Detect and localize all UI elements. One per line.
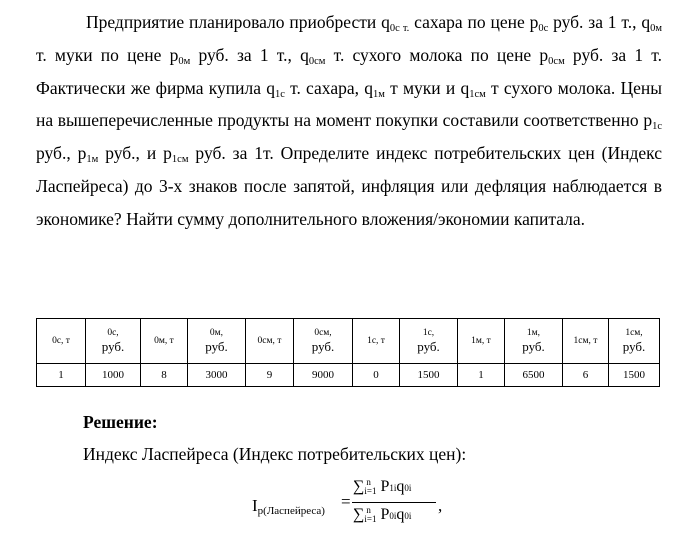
laspeyres-formula [252,474,472,534]
problem-text-segment: т. сухого молока по цене p [325,44,549,65]
table-header-cell: 1см, т [563,319,609,364]
problem-text-segment: т. муки по цене p [36,44,179,65]
formula-equals: = [341,492,351,511]
problem-subscript: 1с [274,88,285,100]
problem-text-segment: руб. за 1 т., q [190,44,309,65]
fraction-bar [352,502,436,503]
problem-paragraph [36,6,662,236]
problem-subscript: 0м [650,23,662,34]
table-cell: 9000 [294,364,353,387]
problem-subscript: 1см [171,154,189,166]
table-header-cell: 0с, руб. [86,319,141,364]
solution-title: Решение: [83,412,158,432]
problem-subscript: 0с [538,23,549,34]
table-header-cell: 0м, руб. [188,319,246,364]
table-cell: 1 [37,364,86,387]
table-header-cell: 0см, руб. [294,319,353,364]
problem-subscript: 1см [469,88,486,100]
problem-subscript: 0см [308,55,326,67]
solution-text: Индекс Ласпейреса (Индекс потребительских цен): [83,444,467,464]
table-cell: 3000 [188,364,246,387]
data-table [36,318,660,387]
table-header-cell: 1см, руб. [609,319,660,364]
problem-text-segment: руб. за 1 т., q [548,12,651,32]
formula-comma: , [438,496,443,515]
table-cell: 0 [353,364,400,387]
problem-text-segment: руб., и p [98,143,172,164]
table-cell: 1500 [400,364,458,387]
table-header-cell: 0м, т [141,319,188,364]
table-header-cell: 1с, т [353,319,400,364]
problem-subscript: 1м [86,154,99,166]
problem-text-segment: руб. за 1т. Определите индекс потребительских цен (Индекс Ласпейреса) до 3-х знаков после запятой, инфляция или дефляция наблюдается в экономике? Найти сумму дополнительного вложения/экономии капитала. [36,143,663,229]
problem-subscript: 0с т. [389,23,410,34]
table-cell: 1 [458,364,505,387]
table-cell: 6 [563,364,609,387]
problem-subscript: 1с [652,121,662,133]
table-cell: 9 [246,364,294,387]
problem-text-segment: т. сахара, q [284,77,373,98]
formula-numerator: ∑ n i=1 P1iq0i [353,477,412,496]
table-header-cell: 0см, т [246,319,294,364]
table-header-cell: 0с, т [37,319,86,364]
problem-text-segment: руб. за 1 т. Фактически же фирма купила q [36,44,662,98]
problem-subscript: 0см [548,55,565,67]
table-header-row [37,319,660,364]
problem-text-segment: т муки и q [384,77,470,98]
problem-text-segment: руб., p [36,143,87,164]
table-header-cell: 1м, т [458,319,505,364]
problem-text-segment: т сухого молока. Цены на вышеперечисленные продукты на момент покупки составили соответственно p [36,77,662,131]
problem-subscript: 1м [372,88,385,100]
formula-lhs: $I_{p(Ласпейреса)}$ [252,496,325,517]
problem-text-segment: сахара по цене p [409,12,539,32]
table-cell: 1500 [609,364,660,387]
table-cell: 6500 [505,364,563,387]
problem-text-segment: Предприятие планировало приобрести q [86,12,390,32]
table-header-cell: 1с, руб. [400,319,458,364]
table-header-cell: 1м, руб. [505,319,563,364]
formula-denominator: ∑ n i=1 P0iq0i [353,505,412,524]
table-cell: 1000 [86,364,141,387]
problem-subscript: 0м [178,55,191,67]
table-cell: 8 [141,364,188,387]
table-row [37,364,660,387]
